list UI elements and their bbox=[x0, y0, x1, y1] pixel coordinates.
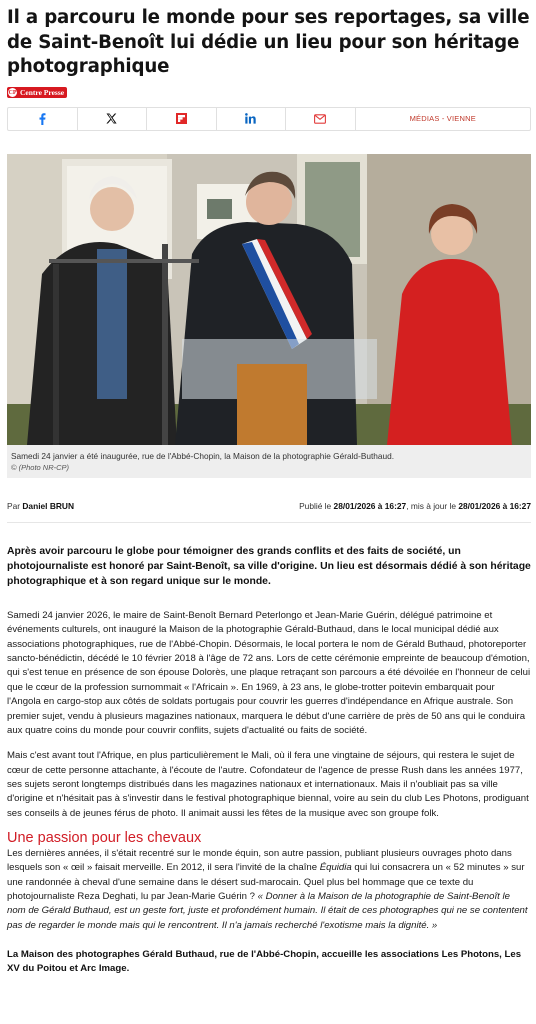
byline bbox=[7, 501, 531, 523]
article-title: Il a parcouru le monde pour ses reportages, sa ville de Saint-Benoît lui dédie un lieu pour son héritage photographique bbox=[7, 7, 530, 77]
share-facebook-button[interactable] bbox=[8, 108, 78, 130]
updated-date: 28/01/2026 à 16:27 bbox=[458, 500, 531, 511]
cp-logo-icon: CP bbox=[7, 87, 18, 98]
linkedin-icon bbox=[245, 113, 256, 124]
published-date: 28/01/2026 à 16:27 bbox=[333, 500, 407, 511]
paragraph-3-part-a: Les dernières années, il s'était recentré sur le monde équin, son autre passion, publiant plusieurs ouvrages photo dans lesquels son « œil » faisait merveille. En 2012, il sera l'invité de la chaîne bbox=[7, 847, 512, 874]
flipboard-icon bbox=[176, 113, 187, 124]
email-icon bbox=[314, 114, 326, 124]
photo-credit: © (Photo NR-CP) bbox=[11, 462, 70, 472]
centre-presse-logo[interactable] bbox=[7, 87, 67, 98]
source-label: Centre Presse bbox=[20, 88, 65, 97]
share-email-button[interactable] bbox=[286, 108, 356, 130]
source-row bbox=[7, 87, 531, 99]
paragraph-1: Samedi 24 janvier 2026, le maire de Saint-Benoît Bernard Peterlongo et Jean-Marie Guérin, délégué patrimoine et événements culturels, ont inauguré la Maison de la photographie Gérald-Buthaud, dans le local municipal dédié aux associations photographiques, rue de l'Abbé-Chopin. Désormais, le local portera le nom de Gérald Buthaud, photoreporter sancto-bénédictin, décédé le 10 février 2018 à l'âge de 72 ans. Lors de cette cérémonie empreinte de beaucoup d'émotion, qui s'est tenue en présence de son épouse Dolorès, une plaque retraçant son parcours a été dévoilée en l'honneur de celui que le cœur de la profession surnommait « l'Africain ». En 1969, à 23 ans, le globe-trotter poitevin embarquait pour l'Angola en cargo-stop aux côtés de soldats portugais pour couvrir les guerres d'indépendance en Afrique australe. Son premier sujet, vendu à plusieurs magazines nationaux, marquera le début d'une carrière de près de 50 ans qui le conduira aux quatre coins du monde pour couvrir conflits, sujets d'actualité ou faits de société. bbox=[7, 610, 531, 736]
paragraph-3-part-b: qui lui consacrera un « 52 minutes » sur une randonnée à cheval d'une semaine dans le désert sud-marocain. Quel plus bel hommage que ce texte du photojournaliste Reza Deghati, lu par Jean-Marie Guérin ? bbox=[7, 862, 525, 902]
reza-quote: « Donner à la Maison de la photographie de Saint-Benoît le nom de Gérald Buthaud, est un geste fort, juste et profondément humain. Il était de ces photographes qui ne se contentent pas de regarder le monde mais qui le rencontrent. Il n'a jamais recherché l'exotisme mais la dignité. » bbox=[7, 890, 528, 931]
author-block bbox=[7, 501, 74, 511]
photo-caption bbox=[7, 445, 531, 478]
paragraph-2: Mais c'est avant tout l'Afrique, en plus particulièrement le Mali, où il fera une vingtaine de séjours, qui restera le sujet de cœur de cette personne attachante, à l'écoute de l'autre. Cofondateur de l'agence de presse Rush dans les années 1977, ses sujets seront longtemps distribués dans les magazines nationaux et internationaux. Mais il n'oubliait pas sa ville d'origine et n'hésitait pas à s'investir dans le festival photographique biennal, voire au sein du club Les Photons, prodiguant ses conseils à de jeunes férus de photo. Il animait aussi les fêtes de la musique avec son groupe folk. bbox=[7, 750, 529, 819]
article-tags[interactable]: MÉDIAS - VIENNE bbox=[409, 114, 476, 123]
author-prefix: Par bbox=[7, 500, 21, 511]
article-body bbox=[7, 609, 531, 977]
share-flipboard-button[interactable] bbox=[147, 108, 217, 130]
share-linkedin-button[interactable] bbox=[217, 108, 287, 130]
published-prefix: Publié le bbox=[299, 500, 332, 511]
x-icon bbox=[106, 113, 117, 124]
article-lead: Après avoir parcouru le globe pour témoigner des grands conflits et des faits de société, un photojournaliste est honoré par Saint-Benoît, sa ville d'origine. Un lieu est désormais dédié à son héritage photographique et à son regard unique sur le monde. bbox=[7, 545, 531, 587]
caption-text: Samedi 24 janvier a été inaugurée, rue de l'Abbé-Chopin, la Maison de la photographie Gérald-Buthaud. bbox=[11, 450, 395, 461]
section-heading: Une passion pour les chevaux bbox=[7, 829, 202, 846]
share-x-button[interactable] bbox=[78, 108, 148, 130]
tv-channel-name: Équidia bbox=[319, 862, 352, 874]
updated-prefix: , mis à jour le bbox=[406, 500, 457, 511]
author-name[interactable]: Daniel BRUN bbox=[22, 500, 75, 511]
article bbox=[7, 0, 531, 988]
paragraph-3 bbox=[7, 847, 531, 933]
article-photo bbox=[7, 154, 531, 445]
photo-illustration bbox=[7, 154, 531, 445]
closing-note: La Maison des photographes Gérald Buthaud, rue de l'Abbé-Chopin, accueille les associations Les Photons, Les XV du Poitou et Arc Image. bbox=[7, 948, 522, 975]
facebook-icon bbox=[37, 113, 47, 125]
share-bar bbox=[7, 107, 531, 131]
publication-dates bbox=[299, 501, 531, 511]
